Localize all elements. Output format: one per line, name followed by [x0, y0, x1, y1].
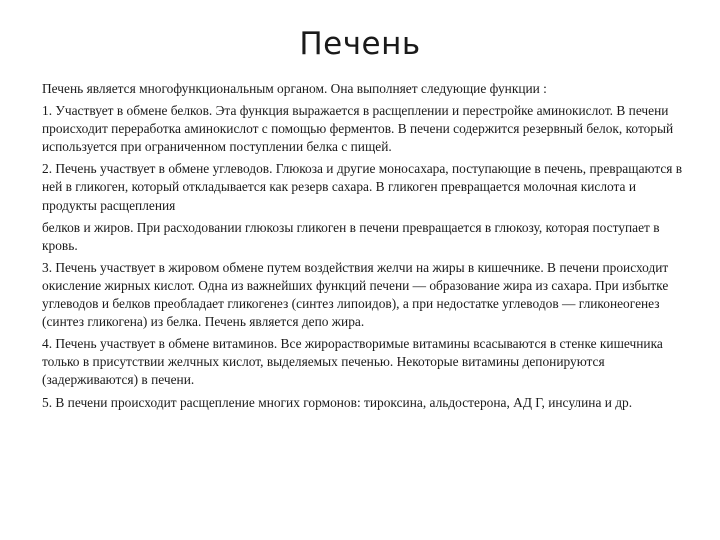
slide-body	[42, 80, 692, 416]
paragraph-hormone-breakdown: 5. В печени происходит расщепление многих гормонов: тироксина, альдостерона, АД Г, инсулина и др.	[42, 394, 633, 410]
paragraph-vitamin-metabolism: 4. Печень участвует в обмене витаминов. Все жирорастворимые витамины всасываются в стенке кишечника только в присутствии желчных кислот, выделяемых печенью. Некоторые витамины депонируются (задерживаются) в печени.	[42, 336, 663, 388]
paragraph-protein-metabolism: 1. Участвует в обмене белков. Эта функция выражается в расщеплении и перестройке аминокислот. В печени происходит переработка аминокислот с помощью ферментов. В печени содержится резервный белок, который используется при ограниченном поступлении белка с пищей.	[42, 103, 674, 155]
slide-title: Печень	[299, 26, 421, 62]
paragraph-intro: Печень является многофункциональным органом. Она выполняет следующие функции :	[42, 81, 547, 96]
paragraph-carbohydrate-metabolism: 2. Печень участвует в обмене углеводов. Глюкоза и другие моносахара, поступающие в печень, превращаются в ней в гликоген, который откладывается как резерв сахара. В гликоген превращается молочная кислота и продукты расщепления	[42, 161, 683, 213]
paragraph-fat-metabolism: 3. Печень участвует в жировом обмене путем воздействия желчи на жиры в кишечнике. В печени происходит окисление жирных кислот. Одна из важнейших функций печени — образование жира из сахара. При избытке углеводов и белков преобладает гликогенез (синтез липоидов), а при недостатке углеводов — гликонеогенез (синтез гликогена) из белка. Печень является депо жира.	[42, 259, 669, 330]
paragraph-carbohydrate-continued: белков и жиров. При расходовании глюкозы гликоген в печени превращается в глюкозу, которая поступает в кровь.	[42, 219, 660, 253]
